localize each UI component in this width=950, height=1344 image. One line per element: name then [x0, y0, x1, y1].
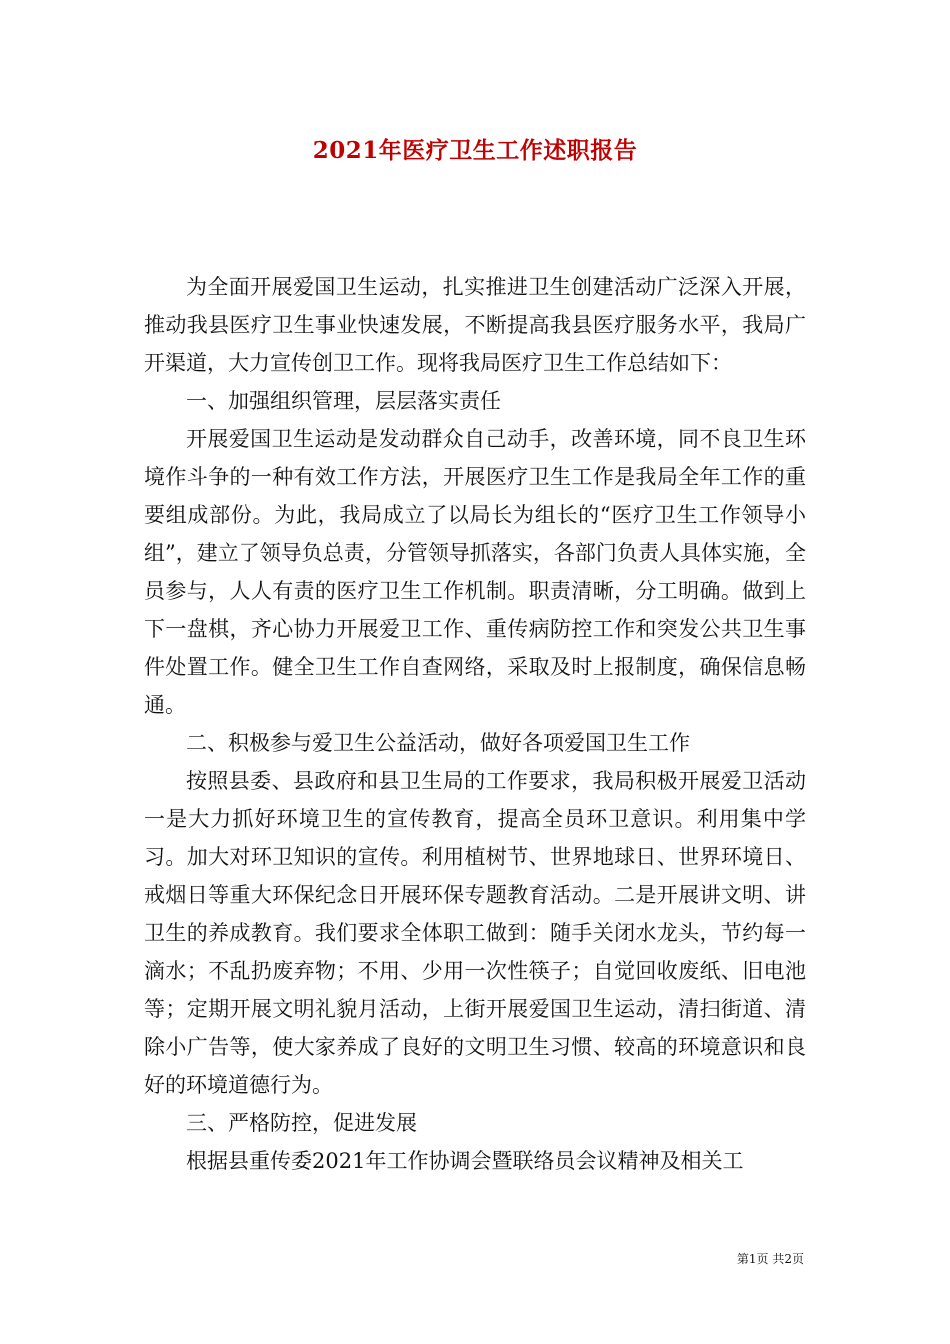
paragraph-section-3: 根据县重传委2021年工作协调会暨联络员会议精神及相关工	[186, 1149, 744, 1173]
document-title: 2021年医疗卫生工作述职报告	[312, 137, 638, 164]
section-heading-2: 二、积极参与爱卫生公益活动，做好各项爱国卫生工作	[186, 731, 690, 755]
paragraph-section-2: 按照县委、县政府和县卫生局的工作要求，我局积极开展爱卫活动一是大力抓好环境卫生的宣传教育，提高全员环卫意识。利用集中学习。加大对环卫知识的宣传。利用植树节、世界地球日、世界环境日、戒烟日等重大环保纪念日开展环保专题教育活动。二是开展讲文明、讲卫生的养成教育。我们要求全体职工做到：随手关闭水龙头，节约每一滴水；不乱扔废弃物；不用、少用一次性筷子；自觉回收废纸、旧电池等；定期开展文明礼貌月活动，上街开展爱国卫生运动，清扫街道、清除小广告等，使大家养成了良好的文明卫生习惯、较高的环境意识和良好的环境道德行为。	[144, 769, 806, 1097]
section-heading-3: 三、严格防控，促进发展	[186, 1111, 417, 1135]
paragraph-intro: 为全面开展爱国卫生运动，扎实推进卫生创建活动广泛深入开展，推动我县医疗卫生事业快速发展，不断提高我县医疗服务水平，我局广开渠道，大力宣传创卫工作。现将我局医疗卫生工作总结如下：	[144, 275, 806, 375]
document-body	[144, 268, 806, 1180]
section-heading-1: 一、加强组织管理，层层落实责任	[186, 389, 501, 413]
page-number: 第1页 共2页	[736, 1252, 804, 1266]
paragraph-section-1: 开展爱国卫生运动是发动群众自己动手，改善环境，同不良卫生环境作斗争的一种有效工作方法，开展医疗卫生工作是我局全年工作的重要组成部份。为此，我局成立了以局长为组长的“医疗卫生工作领导小组”，建立了领导负总责，分管领导抓落实，各部门负责人具体实施，全员参与，人人有责的医疗卫生工作机制。职责清晰，分工明确。做到上下一盘棋，齐心协力开展爱卫工作、重传病防控工作和突发公共卫生事件处置工作。健全卫生工作自查网络，采取及时上报制度，确保信息畅通。	[144, 427, 806, 717]
